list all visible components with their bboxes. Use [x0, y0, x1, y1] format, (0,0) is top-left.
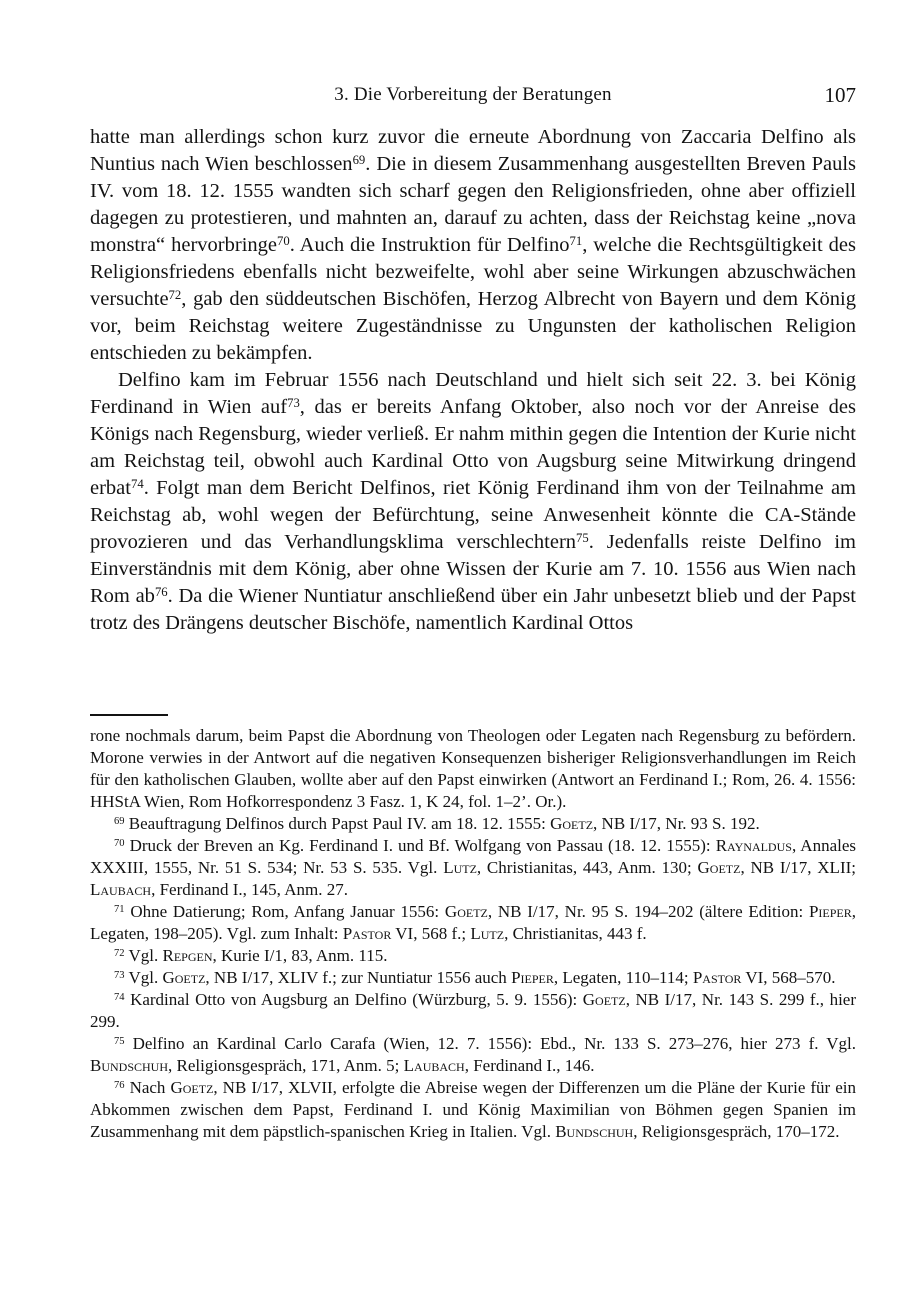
- footnote-item: $^{69}$ Beauftragung Delfinos durch Papst Paul IV. am 18. 12. 1555: Goetz, NB I/17, Nr. 93 S. 192.: [114, 814, 760, 833]
- running-head: [90, 82, 856, 108]
- author-name-smallcaps: Lutz: [443, 858, 477, 877]
- footnote-number: 69: [114, 816, 125, 828]
- footnote-item: $^{76}$ Nach Goetz, NB I/17, XLVII, erfolgte die Abreise wegen der Differenzen um die Pläne der Kurie für ein Abkommen zwischen dem Papst, Ferdinand I. und König Maximilian von Böhmen gegen Spanien im Zusammenhang mit dem päpstlich-spanischen Krieg in Italien. Vgl. Bundschuh, Religionsgespräch, 170–172.: [90, 1078, 856, 1141]
- footnote-number: 71: [114, 904, 125, 916]
- author-name-smallcaps: Laubach: [403, 1056, 465, 1075]
- author-name-smallcaps: Goetz: [162, 968, 206, 987]
- author-name-smallcaps: Goetz: [550, 814, 594, 833]
- body-text-block: [90, 124, 856, 637]
- footnote-continuation: rone nochmals darum, beim Papst die Abordnung von Theologen oder Legaten nach Regensburg zu befördern. Morone verwies in der Antwort auf die negativen Konsequenzen bisheriger Religionsverhandlungen im Reich für den katholischen Glauben, wollte aber auf den Papst einwirken (Antwort an Ferdinand I.; Rom, 26. 4. 1556: HHStA Wien, Rom Hofkorrespondenz 3 Fasz. 1, K 24, fol. 1–2’. Or.).: [90, 726, 856, 811]
- body-paragraph: Delfino kam im Februar 1556 nach Deutschland und hielt sich seit 22. 3. bei König Ferdinand in Wien auf$^{73}$, das er bereits Anfang Oktober, also noch vor der Anreise des Königs nach Regensburg, wieder verließ. Er nahm mithin gegen die Intention der Kurie nicht am Reichstag teil, obwohl auch Kardinal Otto von Augsburg seine Mitwirkung dringend erbat$^{74}$. Folgt man dem Bericht Delfinos, riet König Ferdinand ihm von der Teilnahme am Reichstag ab, wohl wegen der Befürchtung, seine Anwesenheit könnte die CA-Stände provozieren und das Verhandlungsklima verschlechtern$^{75}$. Jedenfalls reiste Delfino im Einverständnis mit dem König, aber ohne Wissen der Kurie am 7. 10. 1556 aus Wien nach Rom ab$^{76}$. Da die Wiener Nuntiatur anschließend über ein Jahr unbesetzt blieb und der Papst trotz des Drängens deutscher Bischöfe, namentlich Kardinal Ottos: [90, 369, 856, 634]
- author-name-smallcaps: Pieper: [808, 902, 852, 921]
- footnote-ref: 69: [352, 153, 366, 168]
- footnote-ref: 76: [154, 585, 168, 600]
- author-name-smallcaps: Lutz: [470, 924, 505, 943]
- footnote-number: 70: [114, 838, 125, 850]
- author-name-smallcaps: Goetz: [697, 858, 741, 877]
- footnote-item: $^{72}$ Vgl. Repgen, Kurie I/1, 83, Anm. 115.: [114, 946, 388, 965]
- author-name-smallcaps: Laubach: [90, 880, 152, 899]
- author-name-smallcaps: Goetz: [444, 902, 488, 921]
- footnote-number: 72: [114, 948, 125, 960]
- footnote-item: $^{71}$ Ohne Datierung; Rom, Anfang Januar 1556: Goetz, NB I/17, Nr. 95 S. 194–202 (ältere Edition: Pieper, Legaten, 198–205). Vgl. zum Inhalt: Pastor VI, 568 f.; Lutz, Christianitas, 443 f.: [90, 902, 857, 943]
- footnote-ref: 74: [130, 477, 144, 492]
- footnote-number: 74: [114, 992, 125, 1004]
- footnote-ref: 72: [168, 288, 182, 303]
- footnote-item: $^{73}$ Vgl. Goetz, NB I/17, XLIV f.; zur Nuntiatur 1556 auch Pieper, Legaten, 110–114; Pastor VI, 568–570.: [114, 968, 836, 987]
- body-paragraph: hatte man allerdings schon kurz zuvor die erneute Abordnung von Zaccaria Delfino als Nuntius nach Wien beschlossen$^{69}$. Die in diesem Zusammenhang ausgestellten Breven Pauls IV. vom 18. 12. 1555 wandten sich scharf gegen den Religionsfrieden, ohne aber offiziell dagegen zu protestieren, und mahnten an, darauf zu achten, dass der Reichstag keine „nova monstra“ hervorbringe$^{70}$. Auch die Instruktion für Delfino$^{71}$, welche die Rechtsgültigkeit des Religionsfriedens ebenfalls nicht bezweifelte, wohl aber seine Wirkungen abzuschwächen versuchte$^{72}$, gab den süddeutschen Bischöfen, Herzog Albrecht von Bayern und dem König vor, beim Reichstag weitere Zugeständnisse zu Ungunsten der katholischen Religion entschieden zu bekämpfen.: [90, 126, 856, 364]
- footnote-list: [90, 813, 856, 1143]
- page-number: 107: [824, 83, 856, 107]
- footnote-separator-rule: [90, 714, 168, 716]
- footnote-number: 75: [114, 1036, 125, 1048]
- footnote-number: 73: [114, 970, 125, 982]
- section-heading: 3. Die Vorbereitung der Beratungen: [334, 84, 612, 105]
- footnote-ref: 70: [277, 234, 290, 249]
- author-name-smallcaps: Repgen: [162, 946, 213, 965]
- footnote-item: $^{75}$ Delfino an Kardinal Carlo Carafa (Wien, 12. 7. 1556): Ebd., Nr. 133 S. 273–276, hier 273 f. Vgl. Bundschuh, Religionsgespräch, 171, Anm. 5; Laubach, Ferdinand I., 146.: [90, 1034, 857, 1075]
- footnote-ref: 75: [576, 531, 589, 546]
- author-name-smallcaps: Bundschuh: [90, 1056, 169, 1075]
- author-name-smallcaps: Goetz: [582, 990, 626, 1009]
- author-name-smallcaps: Pastor: [692, 968, 742, 987]
- footnote-ref: 73: [287, 396, 300, 411]
- author-name-smallcaps: Bundschuh: [555, 1122, 634, 1141]
- footnote-ref: 71: [569, 234, 583, 249]
- footnote-item: $^{74}$ Kardinal Otto von Augsburg an Delfino (Würzburg, 5. 9. 1556): Goetz, NB I/17, Nr. 143 S. 299 f., hier 299.: [90, 990, 856, 1031]
- author-name-smallcaps: Pastor: [342, 924, 392, 943]
- author-name-smallcaps: Pieper: [511, 968, 554, 987]
- footnote-number: 76: [114, 1080, 125, 1092]
- footnote-item: $^{70}$ Druck der Breven an Kg. Ferdinand I. und Bf. Wolfgang von Passau (18. 12. 1555): Raynaldus, Annales XXXIII, 1555, Nr. 51 S. 534; Nr. 53 S. 535. Vgl. Lutz, Christianitas, 443, Anm. 130; Goetz, NB I/17, XLII; Laubach, Ferdinand I., 145, Anm. 27.: [90, 836, 857, 899]
- footnote-area: [90, 714, 856, 1143]
- author-name-smallcaps: Raynaldus: [715, 836, 792, 855]
- author-name-smallcaps: Goetz: [170, 1078, 214, 1097]
